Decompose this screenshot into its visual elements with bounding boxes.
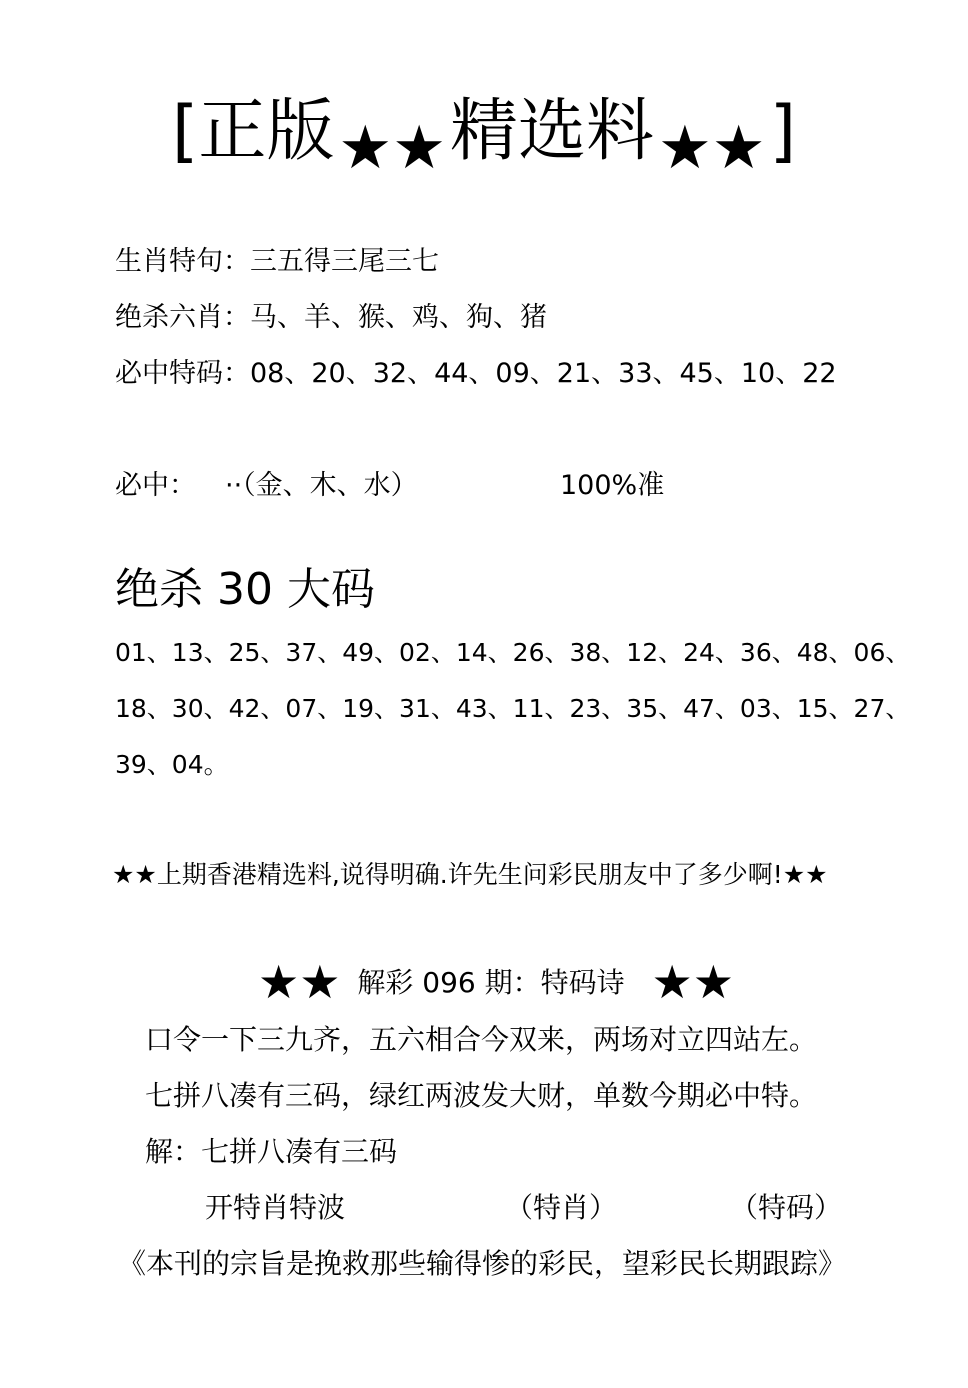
jueshao-line: 绝杀六肖：马、羊、猴、鸡、狗、猪 <box>115 302 547 333</box>
poem-header <box>258 955 735 1009</box>
poem-title: 解彩 096 期：特码诗 <box>357 966 625 999</box>
poem-stars-right: ★★ <box>651 955 735 1009</box>
title-bracket-close: ] <box>769 92 797 171</box>
bizhong-code-line: 必中特码：08、20、32、44、09、21、33、45、10、22 <box>115 358 837 389</box>
poem-explain: 解：七拼八凑有三码 <box>145 1135 398 1168</box>
kill30-row-2: 18、30、42、07、19、31、43、11、23、35、47、03、15、27、 <box>115 694 911 723</box>
title-stars-left: ★★ <box>338 113 446 183</box>
tema-label: （特码） <box>730 1191 843 1224</box>
kill30-row-3: 39、04。 <box>115 750 229 779</box>
kill30-row-1: 01、13、25、37、49、02、14、26、38、12、24、36、48、06、 <box>115 638 911 667</box>
title-bracket-open: [ <box>171 92 199 171</box>
bizhong-label: 必中： <box>115 470 196 501</box>
title-word-jingxuanliao: 精选料 <box>450 92 655 171</box>
page-title <box>0 82 968 198</box>
notice-line: ★★上期香港精选料,说得明确.许先生问彩民朋友中了多少啊!★★ <box>112 860 828 889</box>
poem-line-1: 口令一下三九齐，五六相合今双来，两场对立四站左。 <box>145 1023 818 1056</box>
kill30-title: 绝杀 30 大码 <box>115 564 375 615</box>
title-stars-right: ★★ <box>658 113 766 183</box>
shengxiao-label: （特肖） <box>505 1191 618 1224</box>
poem-stars-left: ★★ <box>258 955 341 1009</box>
shengxiao-line: 生肖特句：三五得三尾三七 <box>115 246 439 277</box>
bizhong-elements: ··（金、木、水） <box>225 470 418 501</box>
bizhong-rate: 100%准 <box>560 470 665 501</box>
slogan-line: 《本刊的宗旨是挽救那些输得惨的彩民，望彩民长期跟踪》 <box>118 1247 847 1280</box>
title-word-zhengban: 正版 <box>198 92 335 171</box>
open-label: 开特肖特波 <box>205 1191 346 1224</box>
poem-line-2: 七拼八凑有三码，绿红两波发大财，单数今期必中特。 <box>145 1079 818 1112</box>
